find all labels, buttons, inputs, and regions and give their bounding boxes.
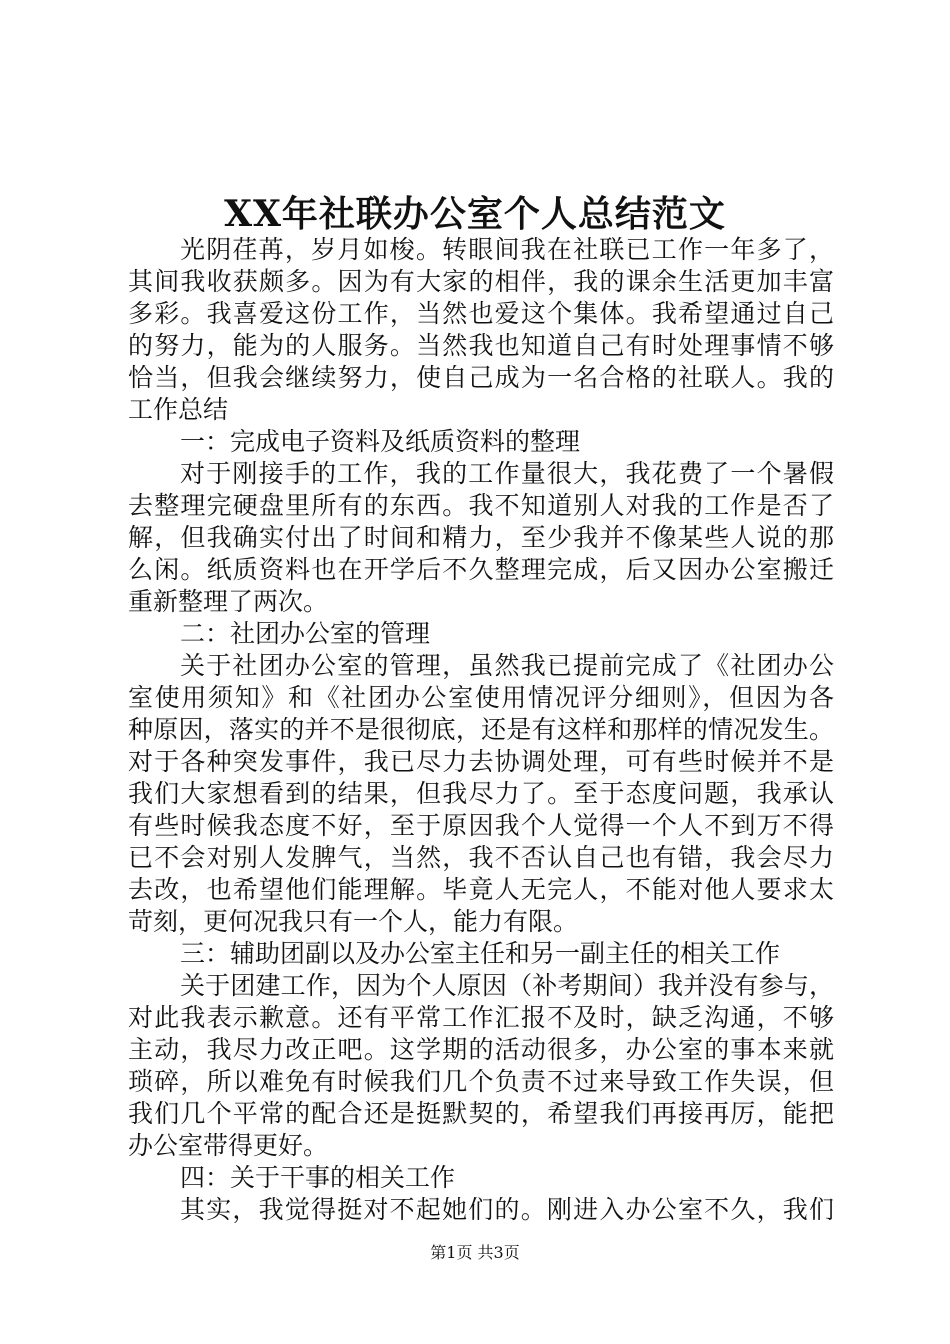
text-line: 我们大家想看到的结果，但我尽力了。至于态度问题，我承认	[128, 779, 834, 808]
section-heading: 四：关于干事的相关工作	[180, 1163, 456, 1192]
text-line: 琐碎，所以难免有时候我们几个负责不过来导致工作失误，但	[128, 1067, 834, 1096]
document-body	[128, 234, 834, 1226]
text-line: 去整理完硬盘里所有的东西。我不知道别人对我的工作是否了	[128, 491, 834, 520]
section-heading: 三：辅助团副以及办公室主任和另一副主任的相关工作	[180, 939, 781, 968]
text-line: 其间我收获颇多。因为有大家的相伴，我的课余生活更加丰富	[128, 267, 834, 296]
text-line: 种原因，落实的并不是很彻底，还是有这样和那样的情况发生。	[128, 715, 834, 744]
text-line: 关于团建工作，因为个人原因（补考期间）我并没有参与，	[180, 971, 834, 1000]
text-line: 重新整理了两次。	[128, 587, 329, 616]
text-line: 其实，我觉得挺对不起她们的。刚进入办公室不久，我们	[180, 1195, 834, 1224]
text-line: 办公室带得更好。	[128, 1131, 329, 1160]
text-line: 光阴荏苒，岁月如梭。转眼间我在社联已工作一年多了，	[180, 235, 834, 264]
text-line: 室使用须知》和《社团办公室使用情况评分细则》，但因为各	[128, 683, 834, 712]
text-line: 已不会对别人发脾气，当然，我不否认自己也有错，我会尽力	[128, 843, 834, 872]
text-line: 苛刻，更何况我只有一个人，能力有限。	[128, 907, 579, 936]
text-line: 关于社团办公室的管理，虽然我已提前完成了《社团办公	[180, 651, 834, 680]
text-line: 解，但我确实付出了时间和精力，至少我并不像某些人说的那	[128, 523, 834, 552]
text-line: 的努力，能为的人服务。当然我也知道自己有时处理事情不够	[128, 331, 834, 360]
text-line: 多彩。我喜爱这份工作，当然也爱这个集体。我希望通过自己	[128, 299, 834, 328]
text-line: 么闲。纸质资料也在开学后不久整理完成，后又因办公室搬迁	[128, 555, 834, 584]
document-title: XX年社联办公室个人总结范文	[224, 193, 726, 235]
text-line: 去改，也希望他们能理解。毕竟人无完人，不能对他人要求太	[128, 875, 834, 904]
text-line: 对于刚接手的工作，我的工作量很大，我花费了一个暑假	[180, 459, 834, 488]
section-heading: 二：社团办公室的管理	[180, 619, 431, 648]
text-line: 有些时候我态度不好，至于原因我个人觉得一个人不到万不得	[128, 811, 834, 840]
text-line: 主动，我尽力改正吧。这学期的活动很多，办公室的事本来就	[128, 1035, 834, 1064]
text-line: 恰当，但我会继续努力，使自己成为一名合格的社联人。我的	[128, 363, 834, 392]
text-line: 对此我表示歉意。还有平常工作汇报不及时，缺乏沟通，不够	[128, 1003, 834, 1032]
section-heading: 一：完成电子资料及纸质资料的整理	[180, 427, 581, 456]
text-line: 对于各种突发事件，我已尽力去协调处理，可有些时候并不是	[128, 747, 834, 776]
page-footer: 第1页 共3页	[430, 1243, 520, 1262]
text-line: 我们几个平常的配合还是挺默契的，希望我们再接再厉，能把	[128, 1099, 834, 1128]
text-line: 工作总结	[128, 395, 229, 424]
